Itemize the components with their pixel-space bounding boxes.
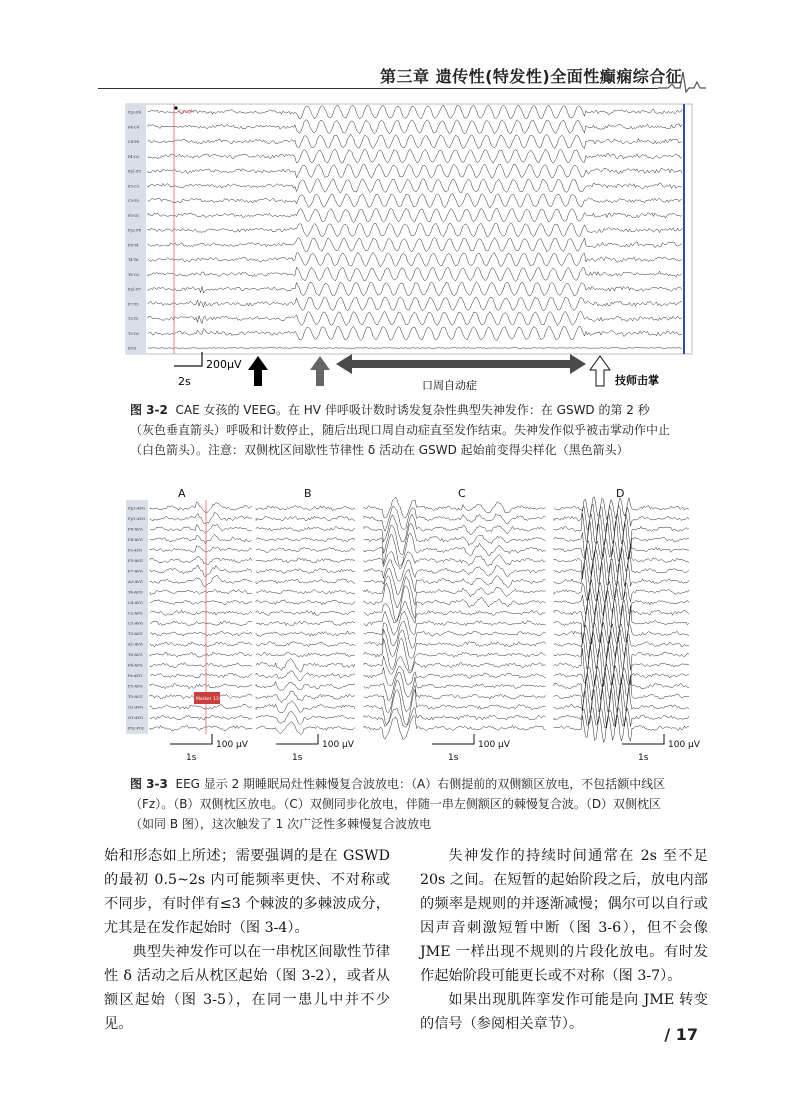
eeg-trace xyxy=(150,652,252,657)
eeg-trace xyxy=(150,600,252,605)
eeg-trace xyxy=(364,672,546,700)
eeg-trace xyxy=(554,497,689,520)
eeg-trace xyxy=(364,602,546,624)
channel-label: Cz-AVG xyxy=(128,610,143,616)
eeg-trace xyxy=(150,576,252,587)
eeg-trace xyxy=(256,506,355,511)
channel-label: Fp2-F8 xyxy=(128,228,142,233)
eeg-trace xyxy=(554,629,689,658)
channel-label: Fz-AVG xyxy=(128,547,143,553)
eeg-trace xyxy=(256,579,355,584)
channel-label: C4-P4 xyxy=(128,140,139,144)
body-left-paragraph-1: 始和形态如上所述；需要强调的是在 GSWD 的最初 0.5~2s 内可能频率更快、不对称或不同步，有时伴有≤3 个棘波的多棘波成分，尤其是在发作起始时（图 3-4）。 xyxy=(104,848,390,936)
channel-label: T5-O1 xyxy=(128,331,140,336)
eeg-trace xyxy=(256,701,355,713)
figure-3-2 xyxy=(126,104,692,396)
channel-label: O2-AVG xyxy=(128,704,144,710)
eeg-trace xyxy=(150,565,252,577)
eeg-trace xyxy=(554,637,689,672)
eeg-trace xyxy=(150,663,252,668)
eeg-trace xyxy=(364,497,546,518)
eeg-trace xyxy=(150,684,252,689)
figure-3-2-eeg-plot xyxy=(126,104,692,396)
channel-label: T4-T6 xyxy=(128,258,139,262)
channel-label: Pz-AVG xyxy=(128,673,143,679)
body-right-column xyxy=(420,844,708,1036)
eeg-trace xyxy=(150,673,252,678)
body-left-paragraph-2: 典型失神发作可以在一串枕区间歇性节律性 δ 活动之后从枕区起始（图 3-2），或者从额区起始（图 3-5），在同一患儿中并不少见。 xyxy=(104,944,390,1032)
eeg-trace xyxy=(150,502,252,513)
channel-label: T3-T5 xyxy=(128,317,139,321)
eeg-trace xyxy=(256,589,355,594)
eeg-trace xyxy=(554,588,689,616)
eeg-trace xyxy=(256,722,355,735)
scale-voltage-label: 100 μV xyxy=(322,740,354,750)
caption-3-2-text: CAE 女孩的 VEEG。在 HV 伴呼吸计数时诱发复杂性典型失神发作：在 GSWD 的第 2 秒（灰色垂直箭头）呼吸和计数停止，随后出现口周自动症直至发作结束。失神发作似乎被击掌动作中止（白色箭头）。注意：双侧枕区间歇性节律性 δ 活动在 GSWD 起始前变得尖样化（黑色箭头） xyxy=(130,403,671,457)
eeg-trace xyxy=(256,691,355,703)
channel-label: T6-AVG xyxy=(128,652,143,658)
eeg-trace xyxy=(150,610,252,615)
double-arrow-icon xyxy=(336,354,586,374)
annotation-technician-clap: 技师击掌 xyxy=(615,374,659,387)
channel-label: A2-AVG xyxy=(128,578,143,584)
channel-label: Fp1-F7 xyxy=(128,287,142,292)
eeg-trace xyxy=(150,632,252,637)
channel-label: ECG xyxy=(128,346,137,351)
eeg-trace xyxy=(256,527,355,532)
scale-bar xyxy=(170,734,212,744)
panel-label: A xyxy=(178,487,186,500)
channel-label: F7-T3 xyxy=(128,302,139,307)
eeg-trace xyxy=(150,546,252,553)
channel-label: F3-AVG xyxy=(128,557,143,563)
channel-label: F7-AVG xyxy=(128,568,143,574)
channel-label: P3-O1 xyxy=(128,213,140,218)
eeg-trace xyxy=(256,682,355,691)
caption-3-3-label: 图 3-3 xyxy=(130,777,168,791)
body-left-column xyxy=(104,844,390,1036)
eeg-trace xyxy=(554,714,689,743)
eeg-trace xyxy=(256,652,355,657)
eeg-trace xyxy=(150,589,252,594)
gray-arrow-icon xyxy=(310,356,330,386)
channel-label: P02-P02 xyxy=(128,725,145,731)
eeg-trace xyxy=(256,610,355,615)
channel-label: F4-C4 xyxy=(128,125,140,130)
scale-time-label: 1s xyxy=(186,753,197,763)
eeg-trace xyxy=(256,537,355,542)
channel-label: A1-AVG xyxy=(128,641,143,647)
scale-voltage-label: 100 μV xyxy=(216,740,248,750)
white-arrow-icon xyxy=(590,356,610,386)
channel-label: O1-AVG xyxy=(128,715,144,721)
black-arrow-icon xyxy=(248,356,268,386)
channel-label: C3-AVG xyxy=(128,620,143,626)
eeg-trace xyxy=(364,716,546,740)
scale-bar xyxy=(622,734,664,744)
eeg-trace xyxy=(256,712,355,725)
scale-time-label: 1s xyxy=(638,753,649,763)
panel-label: B xyxy=(304,487,312,500)
eeg-trace xyxy=(256,558,355,563)
eeg-trace xyxy=(364,666,546,685)
eeg-trace xyxy=(364,656,546,674)
eeg-trace xyxy=(364,576,546,608)
eeg-trace xyxy=(150,524,252,533)
cough-marker-label: Cough xyxy=(178,109,195,115)
annotation-perioral-automatism: 口周自动症 xyxy=(422,379,477,392)
eeg-trace xyxy=(364,689,546,725)
eeg-trace xyxy=(256,600,355,605)
channel-label: Fp1-F3 xyxy=(128,169,142,174)
eeg-trace xyxy=(256,621,355,626)
eeg-trace xyxy=(256,671,355,681)
eeg-trace xyxy=(256,516,355,521)
eeg-trace xyxy=(364,507,546,531)
channel-label: F3-C3 xyxy=(128,184,140,189)
event-marker-text: Marker 13:59:49 xyxy=(196,697,234,702)
channel-label: C3-P3 xyxy=(128,199,139,203)
channel-label: Fp2-F4 xyxy=(128,110,142,115)
eeg-trace xyxy=(256,631,355,636)
body-right-paragraph-1: 失神发作的持续时间通常在 2s 至不足 20s 之间。在短暂的起始阶段之后，放电内部的频率是规则的并逐渐减慢；偶尔可以自行或因声音刺激短暂中断（图 3-6），但不会像 JME 一样出现不规则的片段化放电。有时发作起始阶段可能更长或不对称（图 3-7）。 xyxy=(420,848,708,984)
figure-3-2-caption xyxy=(130,400,670,460)
scale-voltage-label: 200μV xyxy=(206,358,242,371)
channel-label: F4-AVG xyxy=(128,536,143,542)
caption-3-2-label: 图 3-2 xyxy=(130,403,168,417)
eeg-trace xyxy=(150,715,252,720)
eeg-trace xyxy=(554,708,689,729)
scale-bar xyxy=(432,734,474,744)
page-number: / 17 xyxy=(664,1025,698,1044)
eeg-trace xyxy=(150,642,252,647)
channel-label: P3-AVG xyxy=(128,683,143,689)
figure-3-3-caption xyxy=(130,774,670,834)
eeg-trace xyxy=(364,560,546,582)
panel-label: D xyxy=(616,487,625,500)
channel-label: F8-AVG xyxy=(128,526,143,532)
figure-3-3-eeg-plot xyxy=(126,486,700,768)
channel-label: T3-AVG xyxy=(128,631,143,637)
scale-voltage-label: 100 μV xyxy=(668,740,700,750)
header-rule xyxy=(98,88,658,89)
eeg-trace xyxy=(364,523,546,555)
eeg-trace xyxy=(256,642,355,647)
panel-label: C xyxy=(458,487,466,500)
eeg-trace xyxy=(150,512,252,523)
eeg-trace xyxy=(256,659,355,673)
channel-label: T6-O2 xyxy=(128,272,140,277)
eeg-trace xyxy=(150,704,252,709)
scale-voltage-label: 100 μV xyxy=(478,740,510,750)
channel-label: P4-O2 xyxy=(128,154,140,159)
eeg-trace xyxy=(256,547,355,552)
scale-time-label: 2s xyxy=(178,375,191,388)
ecg-wave-icon xyxy=(658,70,706,94)
channel-label: C4-AVG xyxy=(128,599,143,605)
channel-label: F8-T4 xyxy=(128,243,139,248)
scale-time-label: 1s xyxy=(292,753,303,763)
channel-label: P4-AVG xyxy=(128,662,143,668)
figure-3-3 xyxy=(126,486,700,768)
chapter-header-title: 第三章 遗传性(特发性)全面性癫痫综合征 xyxy=(380,67,683,86)
eeg-trace xyxy=(150,556,252,565)
eeg-panels xyxy=(126,487,701,763)
caption-3-3-text: EEG 显示 2 期睡眠局灶性棘慢复合波放电：（A）右侧提前的双侧额区放电，不包括额中线区（Fz）。（B）双侧枕区放电。（C）双侧同步化放电，伴随一串左侧额区的棘慢复合波。（D）双侧枕区（如同 B 图），这次触发了 1 次广泛性多棘慢复合波放电 xyxy=(130,777,666,831)
eeg-trace xyxy=(150,621,252,626)
eeg-trace xyxy=(554,562,689,599)
channel-label: Fp2-AVG xyxy=(128,505,146,511)
eeg-trace xyxy=(256,568,355,573)
eeg-trace xyxy=(554,521,689,559)
channel-label: T4-AVG xyxy=(128,589,143,595)
scale-time-label: 1s xyxy=(448,753,459,763)
channel-label: T5-AVG xyxy=(128,694,143,700)
channel-label: Fp1-AVG xyxy=(128,515,146,521)
eeg-trace xyxy=(150,534,252,544)
eeg-trace xyxy=(364,514,546,542)
eeg-trace xyxy=(150,726,252,731)
scale-bar xyxy=(276,734,318,744)
eeg-trace xyxy=(364,621,546,648)
body-right-paragraph-2: 如果出现肌阵挛发作可能是向 JME 转变的信号（参阅相关章节）。 xyxy=(420,992,708,1032)
